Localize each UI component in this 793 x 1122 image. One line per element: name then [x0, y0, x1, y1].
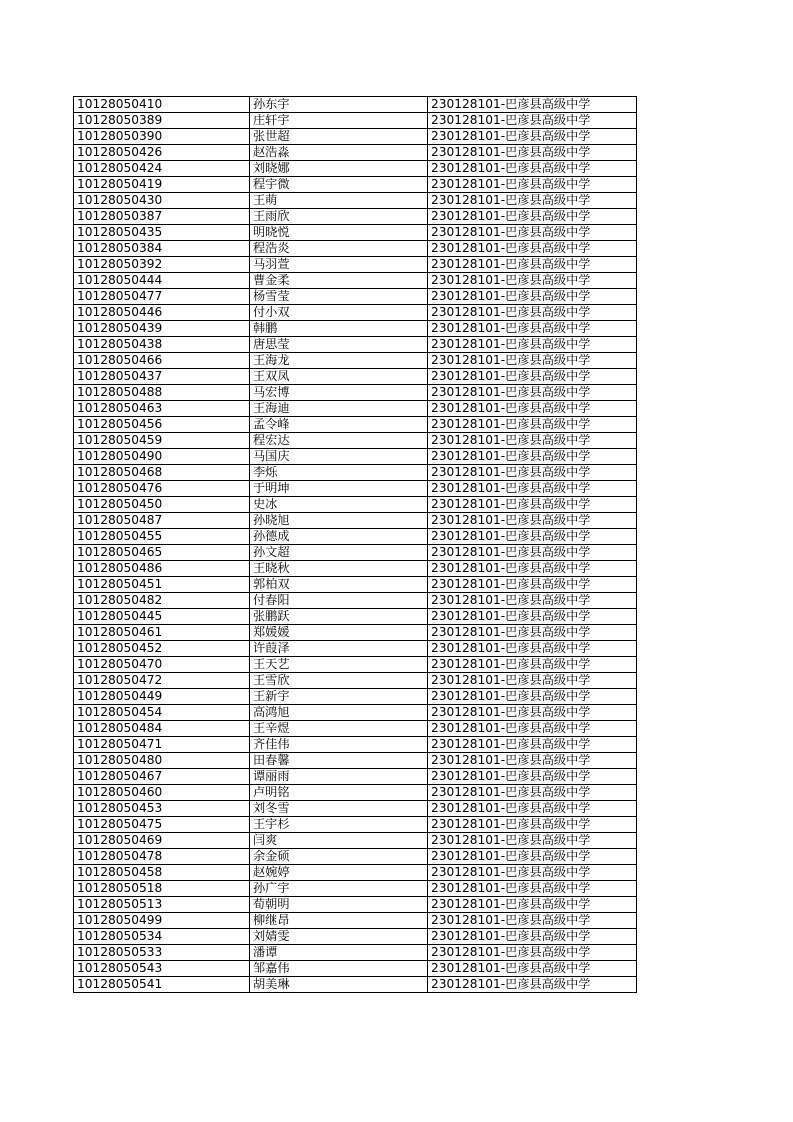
candidate-id-cell: 10128050480	[74, 753, 250, 769]
candidate-name-cell: 闫爽	[250, 833, 428, 849]
school-cell: 230128101-巴彦县高级中学	[428, 241, 637, 257]
candidate-id-cell: 10128050499	[74, 913, 250, 929]
table-row	[74, 113, 637, 129]
candidate-name-cell: 王海迪	[250, 401, 428, 417]
candidate-id-cell: 10128050456	[74, 417, 250, 433]
school-cell: 230128101-巴彦县高级中学	[428, 321, 637, 337]
table-row	[74, 321, 637, 337]
table-row	[74, 369, 637, 385]
table-row	[74, 689, 637, 705]
candidate-name-cell: 付小双	[250, 305, 428, 321]
candidate-id-cell: 10128050454	[74, 705, 250, 721]
candidate-name-cell: 赵浩淼	[250, 145, 428, 161]
school-cell: 230128101-巴彦县高级中学	[428, 337, 637, 353]
candidate-id-cell: 10128050543	[74, 961, 250, 977]
table-row	[74, 657, 637, 673]
candidate-name-cell: 于明坤	[250, 481, 428, 497]
table-row	[74, 881, 637, 897]
table-row	[74, 753, 637, 769]
candidate-id-cell: 10128050460	[74, 785, 250, 801]
school-cell: 230128101-巴彦县高级中学	[428, 833, 637, 849]
table-row	[74, 769, 637, 785]
school-cell: 230128101-巴彦县高级中学	[428, 369, 637, 385]
candidate-name-cell: 荀朝明	[250, 897, 428, 913]
candidate-id-cell: 10128050466	[74, 353, 250, 369]
candidate-name-cell: 孟令峰	[250, 417, 428, 433]
candidate-id-cell: 10128050468	[74, 465, 250, 481]
table-row	[74, 417, 637, 433]
school-cell: 230128101-巴彦县高级中学	[428, 225, 637, 241]
school-cell: 230128101-巴彦县高级中学	[428, 881, 637, 897]
school-cell: 230128101-巴彦县高级中学	[428, 449, 637, 465]
candidate-name-cell: 王辛煜	[250, 721, 428, 737]
candidate-name-cell: 付春阳	[250, 593, 428, 609]
candidate-id-cell: 10128050482	[74, 593, 250, 609]
candidate-id-cell: 10128050469	[74, 833, 250, 849]
table-row	[74, 241, 637, 257]
candidate-name-cell: 韩鹏	[250, 321, 428, 337]
table-row	[74, 897, 637, 913]
candidate-id-cell: 10128050437	[74, 369, 250, 385]
candidate-name-cell: 刘婧雯	[250, 929, 428, 945]
school-cell: 230128101-巴彦县高级中学	[428, 817, 637, 833]
candidate-id-cell: 10128050513	[74, 897, 250, 913]
school-cell: 230128101-巴彦县高级中学	[428, 913, 637, 929]
candidate-name-cell: 曹金柔	[250, 273, 428, 289]
candidate-id-cell: 10128050435	[74, 225, 250, 241]
table-row	[74, 449, 637, 465]
candidate-id-cell: 10128050484	[74, 721, 250, 737]
table-row	[74, 273, 637, 289]
table-row	[74, 593, 637, 609]
candidate-id-cell: 10128050449	[74, 689, 250, 705]
table-row	[74, 497, 637, 513]
table-row	[74, 401, 637, 417]
school-cell: 230128101-巴彦县高级中学	[428, 753, 637, 769]
school-cell: 230128101-巴彦县高级中学	[428, 481, 637, 497]
candidate-name-cell: 王雨欣	[250, 209, 428, 225]
table-row	[74, 609, 637, 625]
school-cell: 230128101-巴彦县高级中学	[428, 673, 637, 689]
candidate-name-cell: 史冰	[250, 497, 428, 513]
candidate-id-cell: 10128050392	[74, 257, 250, 273]
candidate-id-cell: 10128050488	[74, 385, 250, 401]
candidate-name-cell: 庄轩宇	[250, 113, 428, 129]
school-cell: 230128101-巴彦县高级中学	[428, 193, 637, 209]
candidate-name-cell: 马宏博	[250, 385, 428, 401]
table-row	[74, 97, 637, 113]
candidate-id-cell: 10128050475	[74, 817, 250, 833]
school-cell: 230128101-巴彦县高级中学	[428, 593, 637, 609]
table-row	[74, 289, 637, 305]
candidate-id-cell: 10128050438	[74, 337, 250, 353]
table-row	[74, 961, 637, 977]
candidate-name-cell: 王双凤	[250, 369, 428, 385]
candidate-id-cell: 10128050424	[74, 161, 250, 177]
candidate-name-cell: 潘谭	[250, 945, 428, 961]
table-row	[74, 193, 637, 209]
school-cell: 230128101-巴彦县高级中学	[428, 641, 637, 657]
school-cell: 230128101-巴彦县高级中学	[428, 657, 637, 673]
candidate-name-cell: 刘晓娜	[250, 161, 428, 177]
candidate-id-cell: 10128050478	[74, 849, 250, 865]
school-cell: 230128101-巴彦县高级中学	[428, 737, 637, 753]
table-row	[74, 577, 637, 593]
school-cell: 230128101-巴彦县高级中学	[428, 257, 637, 273]
candidate-id-cell: 10128050463	[74, 401, 250, 417]
candidate-id-cell: 10128050459	[74, 433, 250, 449]
candidate-id-cell: 10128050476	[74, 481, 250, 497]
table-row	[74, 385, 637, 401]
table-row	[74, 801, 637, 817]
candidate-name-cell: 孙晓旭	[250, 513, 428, 529]
candidate-id-cell: 10128050387	[74, 209, 250, 225]
candidate-id-cell: 10128050384	[74, 241, 250, 257]
table-row	[74, 865, 637, 881]
candidate-id-cell: 10128050518	[74, 881, 250, 897]
school-cell: 230128101-巴彦县高级中学	[428, 305, 637, 321]
school-cell: 230128101-巴彦县高级中学	[428, 353, 637, 369]
table-row	[74, 849, 637, 865]
candidate-name-cell: 张世超	[250, 129, 428, 145]
school-cell: 230128101-巴彦县高级中学	[428, 849, 637, 865]
candidate-name-cell: 齐佳伟	[250, 737, 428, 753]
candidate-id-cell: 10128050452	[74, 641, 250, 657]
candidate-name-cell: 王雪欣	[250, 673, 428, 689]
school-cell: 230128101-巴彦县高级中学	[428, 785, 637, 801]
candidate-name-cell: 余金硕	[250, 849, 428, 865]
roster-table	[73, 96, 637, 993]
candidate-id-cell: 10128050439	[74, 321, 250, 337]
candidate-name-cell: 马国庆	[250, 449, 428, 465]
school-cell: 230128101-巴彦县高级中学	[428, 385, 637, 401]
table-row	[74, 433, 637, 449]
table-row	[74, 817, 637, 833]
school-cell: 230128101-巴彦县高级中学	[428, 961, 637, 977]
table-row	[74, 785, 637, 801]
table-row	[74, 929, 637, 945]
candidate-name-cell: 孙东宇	[250, 97, 428, 113]
table-row	[74, 913, 637, 929]
candidate-name-cell: 王宇杉	[250, 817, 428, 833]
candidate-id-cell: 10128050389	[74, 113, 250, 129]
candidate-id-cell: 10128050487	[74, 513, 250, 529]
school-cell: 230128101-巴彦县高级中学	[428, 865, 637, 881]
table-row	[74, 161, 637, 177]
candidate-id-cell: 10128050470	[74, 657, 250, 673]
school-cell: 230128101-巴彦县高级中学	[428, 433, 637, 449]
candidate-name-cell: 王萌	[250, 193, 428, 209]
candidate-name-cell: 孙德成	[250, 529, 428, 545]
school-cell: 230128101-巴彦县高级中学	[428, 289, 637, 305]
candidate-name-cell: 马羽萱	[250, 257, 428, 273]
school-cell: 230128101-巴彦县高级中学	[428, 929, 637, 945]
school-cell: 230128101-巴彦县高级中学	[428, 801, 637, 817]
candidate-id-cell: 10128050451	[74, 577, 250, 593]
table-row	[74, 465, 637, 481]
candidate-id-cell: 10128050472	[74, 673, 250, 689]
candidate-id-cell: 10128050490	[74, 449, 250, 465]
school-cell: 230128101-巴彦县高级中学	[428, 945, 637, 961]
candidate-name-cell: 杨雪莹	[250, 289, 428, 305]
candidate-name-cell: 郭柏双	[250, 577, 428, 593]
school-cell: 230128101-巴彦县高级中学	[428, 577, 637, 593]
candidate-name-cell: 刘冬雪	[250, 801, 428, 817]
school-cell: 230128101-巴彦县高级中学	[428, 625, 637, 641]
table-row	[74, 625, 637, 641]
candidate-name-cell: 邹嘉伟	[250, 961, 428, 977]
school-cell: 230128101-巴彦县高级中学	[428, 145, 637, 161]
candidate-id-cell: 10128050461	[74, 625, 250, 641]
table-row	[74, 481, 637, 497]
school-cell: 230128101-巴彦县高级中学	[428, 513, 637, 529]
candidate-name-cell: 程宇微	[250, 177, 428, 193]
candidate-name-cell: 程浩炎	[250, 241, 428, 257]
school-cell: 230128101-巴彦县高级中学	[428, 897, 637, 913]
table-row	[74, 177, 637, 193]
table-row	[74, 833, 637, 849]
candidate-id-cell: 10128050446	[74, 305, 250, 321]
candidate-id-cell: 10128050410	[74, 97, 250, 113]
candidate-name-cell: 谭丽雨	[250, 769, 428, 785]
school-cell: 230128101-巴彦县高级中学	[428, 273, 637, 289]
table-row	[74, 945, 637, 961]
candidate-id-cell: 10128050430	[74, 193, 250, 209]
table-row	[74, 721, 637, 737]
school-cell: 230128101-巴彦县高级中学	[428, 161, 637, 177]
candidate-id-cell: 10128050458	[74, 865, 250, 881]
candidate-id-cell: 10128050450	[74, 497, 250, 513]
table-row	[74, 145, 637, 161]
candidate-name-cell: 许葭泽	[250, 641, 428, 657]
candidate-name-cell: 柳继昂	[250, 913, 428, 929]
candidate-name-cell: 郑媛媛	[250, 625, 428, 641]
school-cell: 230128101-巴彦县高级中学	[428, 545, 637, 561]
school-cell: 230128101-巴彦县高级中学	[428, 529, 637, 545]
school-cell: 230128101-巴彦县高级中学	[428, 705, 637, 721]
candidate-id-cell: 10128050426	[74, 145, 250, 161]
candidate-id-cell: 10128050471	[74, 737, 250, 753]
candidate-name-cell: 孙文超	[250, 545, 428, 561]
school-cell: 230128101-巴彦县高级中学	[428, 769, 637, 785]
table-row	[74, 353, 637, 369]
candidate-name-cell: 高鸿旭	[250, 705, 428, 721]
table-row	[74, 737, 637, 753]
candidate-id-cell: 10128050444	[74, 273, 250, 289]
candidate-name-cell: 孙广宇	[250, 881, 428, 897]
school-cell: 230128101-巴彦县高级中学	[428, 465, 637, 481]
table-row	[74, 305, 637, 321]
table-row	[74, 209, 637, 225]
candidate-id-cell: 10128050467	[74, 769, 250, 785]
candidate-name-cell: 唐思莹	[250, 337, 428, 353]
school-cell: 230128101-巴彦县高级中学	[428, 497, 637, 513]
school-cell: 230128101-巴彦县高级中学	[428, 401, 637, 417]
table-row	[74, 257, 637, 273]
candidate-name-cell: 明晓悦	[250, 225, 428, 241]
candidate-id-cell: 10128050486	[74, 561, 250, 577]
school-cell: 230128101-巴彦县高级中学	[428, 209, 637, 225]
school-cell: 230128101-巴彦县高级中学	[428, 113, 637, 129]
school-cell: 230128101-巴彦县高级中学	[428, 609, 637, 625]
table-row	[74, 977, 637, 993]
candidate-id-cell: 10128050455	[74, 529, 250, 545]
school-cell: 230128101-巴彦县高级中学	[428, 977, 637, 993]
candidate-id-cell: 10128050419	[74, 177, 250, 193]
table-row	[74, 529, 637, 545]
table-row	[74, 129, 637, 145]
candidate-id-cell: 10128050477	[74, 289, 250, 305]
candidate-id-cell: 10128050445	[74, 609, 250, 625]
table-row	[74, 673, 637, 689]
table-row	[74, 225, 637, 241]
candidate-name-cell: 李烁	[250, 465, 428, 481]
school-cell: 230128101-巴彦县高级中学	[428, 721, 637, 737]
candidate-name-cell: 王晓秋	[250, 561, 428, 577]
candidate-name-cell: 王新宇	[250, 689, 428, 705]
roster-table-body	[74, 97, 637, 993]
candidate-id-cell: 10128050453	[74, 801, 250, 817]
candidate-name-cell: 田春馨	[250, 753, 428, 769]
candidate-id-cell: 10128050533	[74, 945, 250, 961]
candidate-name-cell: 王天艺	[250, 657, 428, 673]
candidate-name-cell: 王海龙	[250, 353, 428, 369]
candidate-id-cell: 10128050390	[74, 129, 250, 145]
table-row	[74, 513, 637, 529]
table-row	[74, 545, 637, 561]
candidate-id-cell: 10128050534	[74, 929, 250, 945]
school-cell: 230128101-巴彦县高级中学	[428, 689, 637, 705]
school-cell: 230128101-巴彦县高级中学	[428, 177, 637, 193]
table-row	[74, 561, 637, 577]
school-cell: 230128101-巴彦县高级中学	[428, 417, 637, 433]
candidate-name-cell: 胡美琳	[250, 977, 428, 993]
table-row	[74, 641, 637, 657]
candidate-name-cell: 张鹏跃	[250, 609, 428, 625]
candidate-name-cell: 赵婉婷	[250, 865, 428, 881]
table-row	[74, 337, 637, 353]
candidate-id-cell: 10128050541	[74, 977, 250, 993]
candidate-name-cell: 程宏达	[250, 433, 428, 449]
candidate-id-cell: 10128050465	[74, 545, 250, 561]
school-cell: 230128101-巴彦县高级中学	[428, 561, 637, 577]
school-cell: 230128101-巴彦县高级中学	[428, 129, 637, 145]
table-row	[74, 705, 637, 721]
school-cell: 230128101-巴彦县高级中学	[428, 97, 637, 113]
candidate-name-cell: 卢明铭	[250, 785, 428, 801]
